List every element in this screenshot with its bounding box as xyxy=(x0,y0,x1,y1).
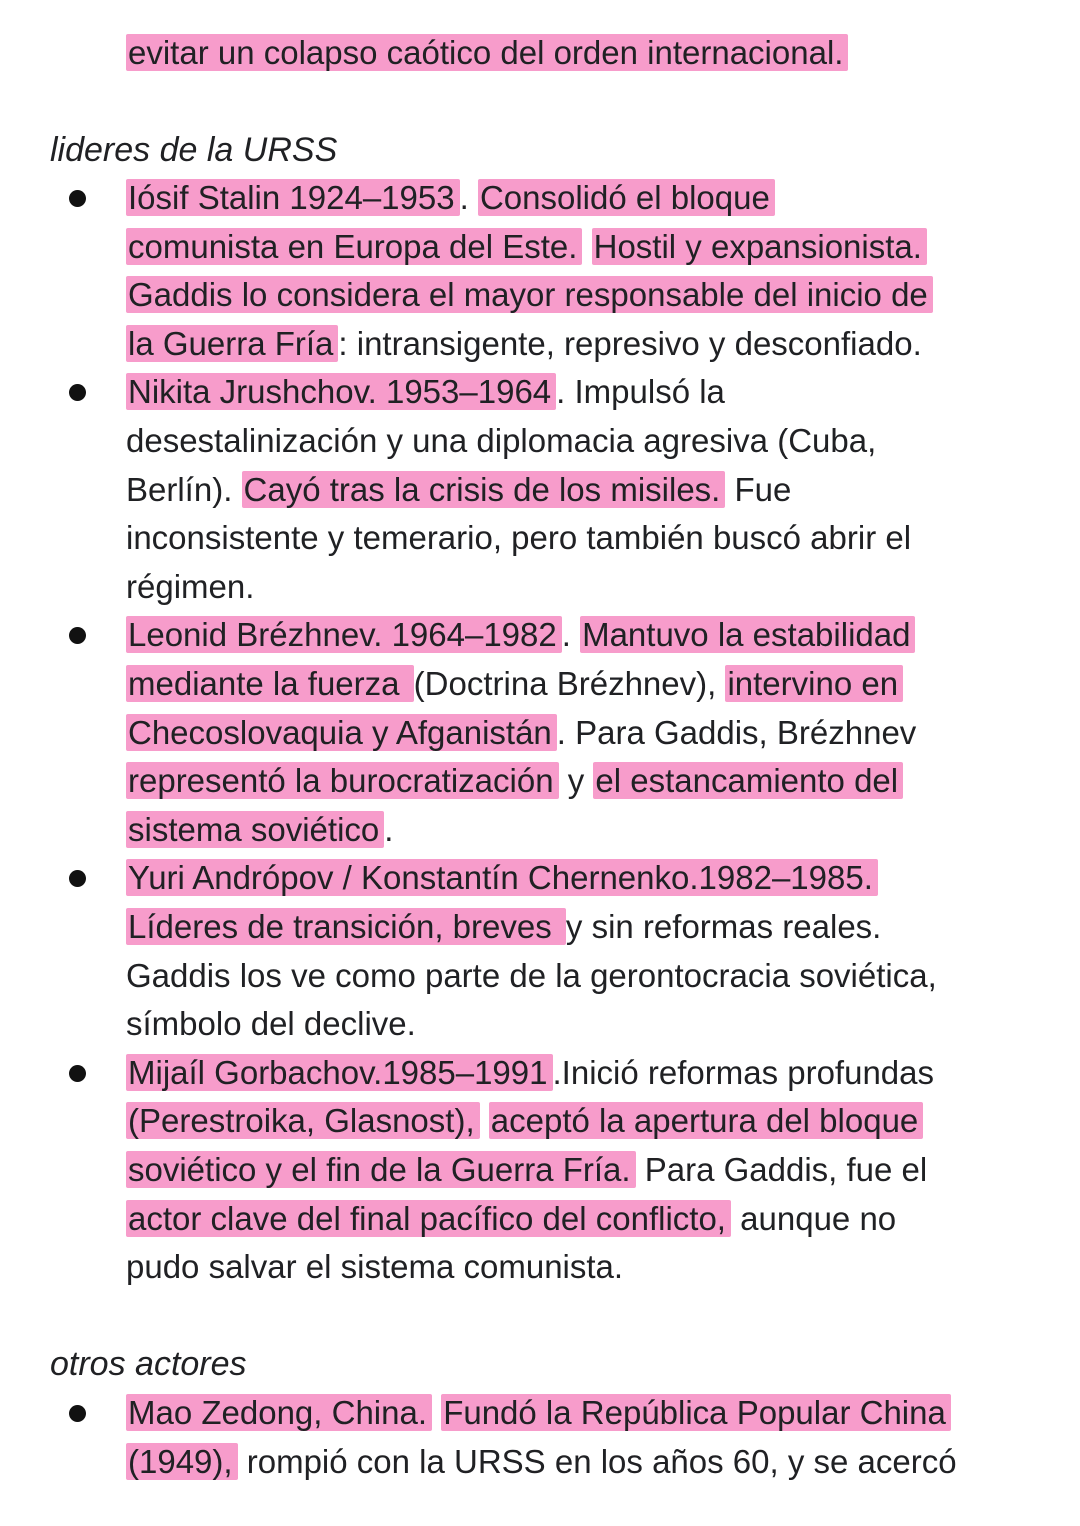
highlighted-text: soviético y el fin de la Guerra Fría. xyxy=(126,1151,636,1188)
highlighted-text: Gaddis lo considera el mayor responsable del inicio de xyxy=(126,276,933,313)
list-item-line xyxy=(126,1440,957,1484)
plain-text: Fue xyxy=(725,470,792,508)
plain-text: Berlín). xyxy=(126,470,242,508)
bullet-icon xyxy=(69,870,86,887)
highlighted-text: sistema soviético xyxy=(126,811,384,848)
list-item-line xyxy=(126,516,911,560)
highlighted-text: el estancamiento del xyxy=(593,762,903,799)
bullet-icon xyxy=(69,627,86,644)
plain-text: . xyxy=(384,810,394,848)
plain-text: rompió con la URSS en los años 60, y se acercó xyxy=(237,1442,957,1480)
section-heading-otros: otros actores xyxy=(50,1345,247,1383)
plain-text xyxy=(432,1394,441,1431)
highlighted-text: Nikita Jrushchov. 1953–1964 xyxy=(126,373,556,410)
plain-text: . Para Gaddis, Brézhnev xyxy=(556,713,917,751)
highlighted-text: Mijaíl Gorbachov.1985–1991 xyxy=(126,1054,553,1091)
plain-text: Gaddis los ve como parte de la gerontocracia soviética, xyxy=(126,956,937,994)
highlighted-text: Checoslovaquia y Afganistán xyxy=(126,714,557,751)
plain-text: y sin reformas reales. xyxy=(565,908,882,945)
highlighted-text: comunista en Europa del Este. xyxy=(126,228,582,265)
highlighted-text: Mao Zedong, China. xyxy=(126,1394,432,1431)
plain-text: .Inició reformas profundas xyxy=(552,1053,935,1091)
highlighted-text: Consolidó el bloque xyxy=(478,179,775,216)
highlighted-text: (1949), xyxy=(126,1443,238,1480)
highlighted-text: Fundó la República Popular China xyxy=(441,1394,951,1431)
highlighted-text: Yuri Andrópov / Konstantín Chernenko.1982–1985. xyxy=(126,859,878,896)
highlighted-text: Iósif Stalin 1924–1953 xyxy=(126,179,460,216)
list-item-line xyxy=(126,419,876,463)
list-item-line xyxy=(126,954,937,998)
plain-text: inconsistente y temerario, pero también buscó abrir el xyxy=(126,519,912,557)
list-item-line xyxy=(126,273,933,317)
plain-text: : intransigente, represivo y desconfiado. xyxy=(338,324,922,362)
list-item-line xyxy=(126,1002,416,1046)
list-item-line xyxy=(126,905,881,949)
list-item-line xyxy=(126,1148,927,1192)
highlighted-text: actor clave del final pacífico del conflicto, xyxy=(126,1200,731,1237)
plain-text: pudo salvar el sistema comunista. xyxy=(126,1248,624,1286)
plain-text: . xyxy=(459,179,478,216)
highlighted-text: Líderes de transición, breves xyxy=(126,908,566,945)
intro-line xyxy=(126,31,848,75)
highlighted-text: intervino en xyxy=(725,665,903,702)
section-heading-urss: lideres de la URSS xyxy=(50,131,338,169)
bullet-icon xyxy=(69,1405,86,1422)
list-item-line xyxy=(126,613,915,657)
list-item-line xyxy=(126,370,725,414)
plain-text: (Doctrina Brézhnev), xyxy=(413,665,726,702)
list-item-line xyxy=(126,1245,623,1289)
plain-text: aunque no xyxy=(730,1199,897,1237)
plain-text xyxy=(582,228,591,265)
highlighted-text: Hostil y expansionista. xyxy=(592,228,927,265)
highlighted-text: mediante la fuerza xyxy=(126,665,414,702)
list-item-line xyxy=(126,759,903,803)
plain-text: Para Gaddis, fue el xyxy=(635,1151,928,1188)
list-item-line xyxy=(126,1051,934,1095)
highlighted-text: evitar un colapso caótico del orden internacional. xyxy=(126,34,848,71)
list-item-line xyxy=(126,808,393,852)
plain-text: . Impulsó la xyxy=(556,373,725,411)
plain-text: símbolo del declive. xyxy=(126,1005,416,1043)
plain-text: . xyxy=(561,616,581,654)
list-item-line xyxy=(126,662,903,706)
list-item-line xyxy=(126,1099,923,1143)
list-item-line xyxy=(126,711,916,755)
highlighted-text: representó la burocratización xyxy=(126,762,559,799)
highlighted-text: Mantuvo la estabilidad xyxy=(580,616,915,653)
bullet-icon xyxy=(69,384,86,401)
bullet-icon xyxy=(69,1065,86,1082)
list-item-line xyxy=(126,565,254,609)
plain-text xyxy=(480,1102,489,1139)
highlighted-text: (Perestroika, Glasnost), xyxy=(126,1102,480,1139)
plain-text: régimen. xyxy=(126,567,255,605)
bullet-icon xyxy=(69,190,86,207)
list-item-line xyxy=(126,1197,896,1241)
list-item-line xyxy=(126,468,791,512)
list-item-line xyxy=(126,856,878,900)
highlighted-text: Leonid Brézhnev. 1964–1982 xyxy=(126,616,562,653)
list-item-line xyxy=(126,176,775,220)
plain-text: y xyxy=(558,762,594,800)
highlighted-text: la Guerra Fría xyxy=(126,325,338,362)
list-item-line xyxy=(126,322,922,366)
plain-text: desestalinización y una diplomacia agresiva (Cuba, xyxy=(126,422,877,459)
highlighted-text: aceptó la apertura del bloque xyxy=(489,1102,924,1139)
highlighted-text: Cayó tras la crisis de los misiles. xyxy=(242,471,726,508)
list-item-line xyxy=(126,1391,951,1435)
list-item-line xyxy=(126,225,927,269)
